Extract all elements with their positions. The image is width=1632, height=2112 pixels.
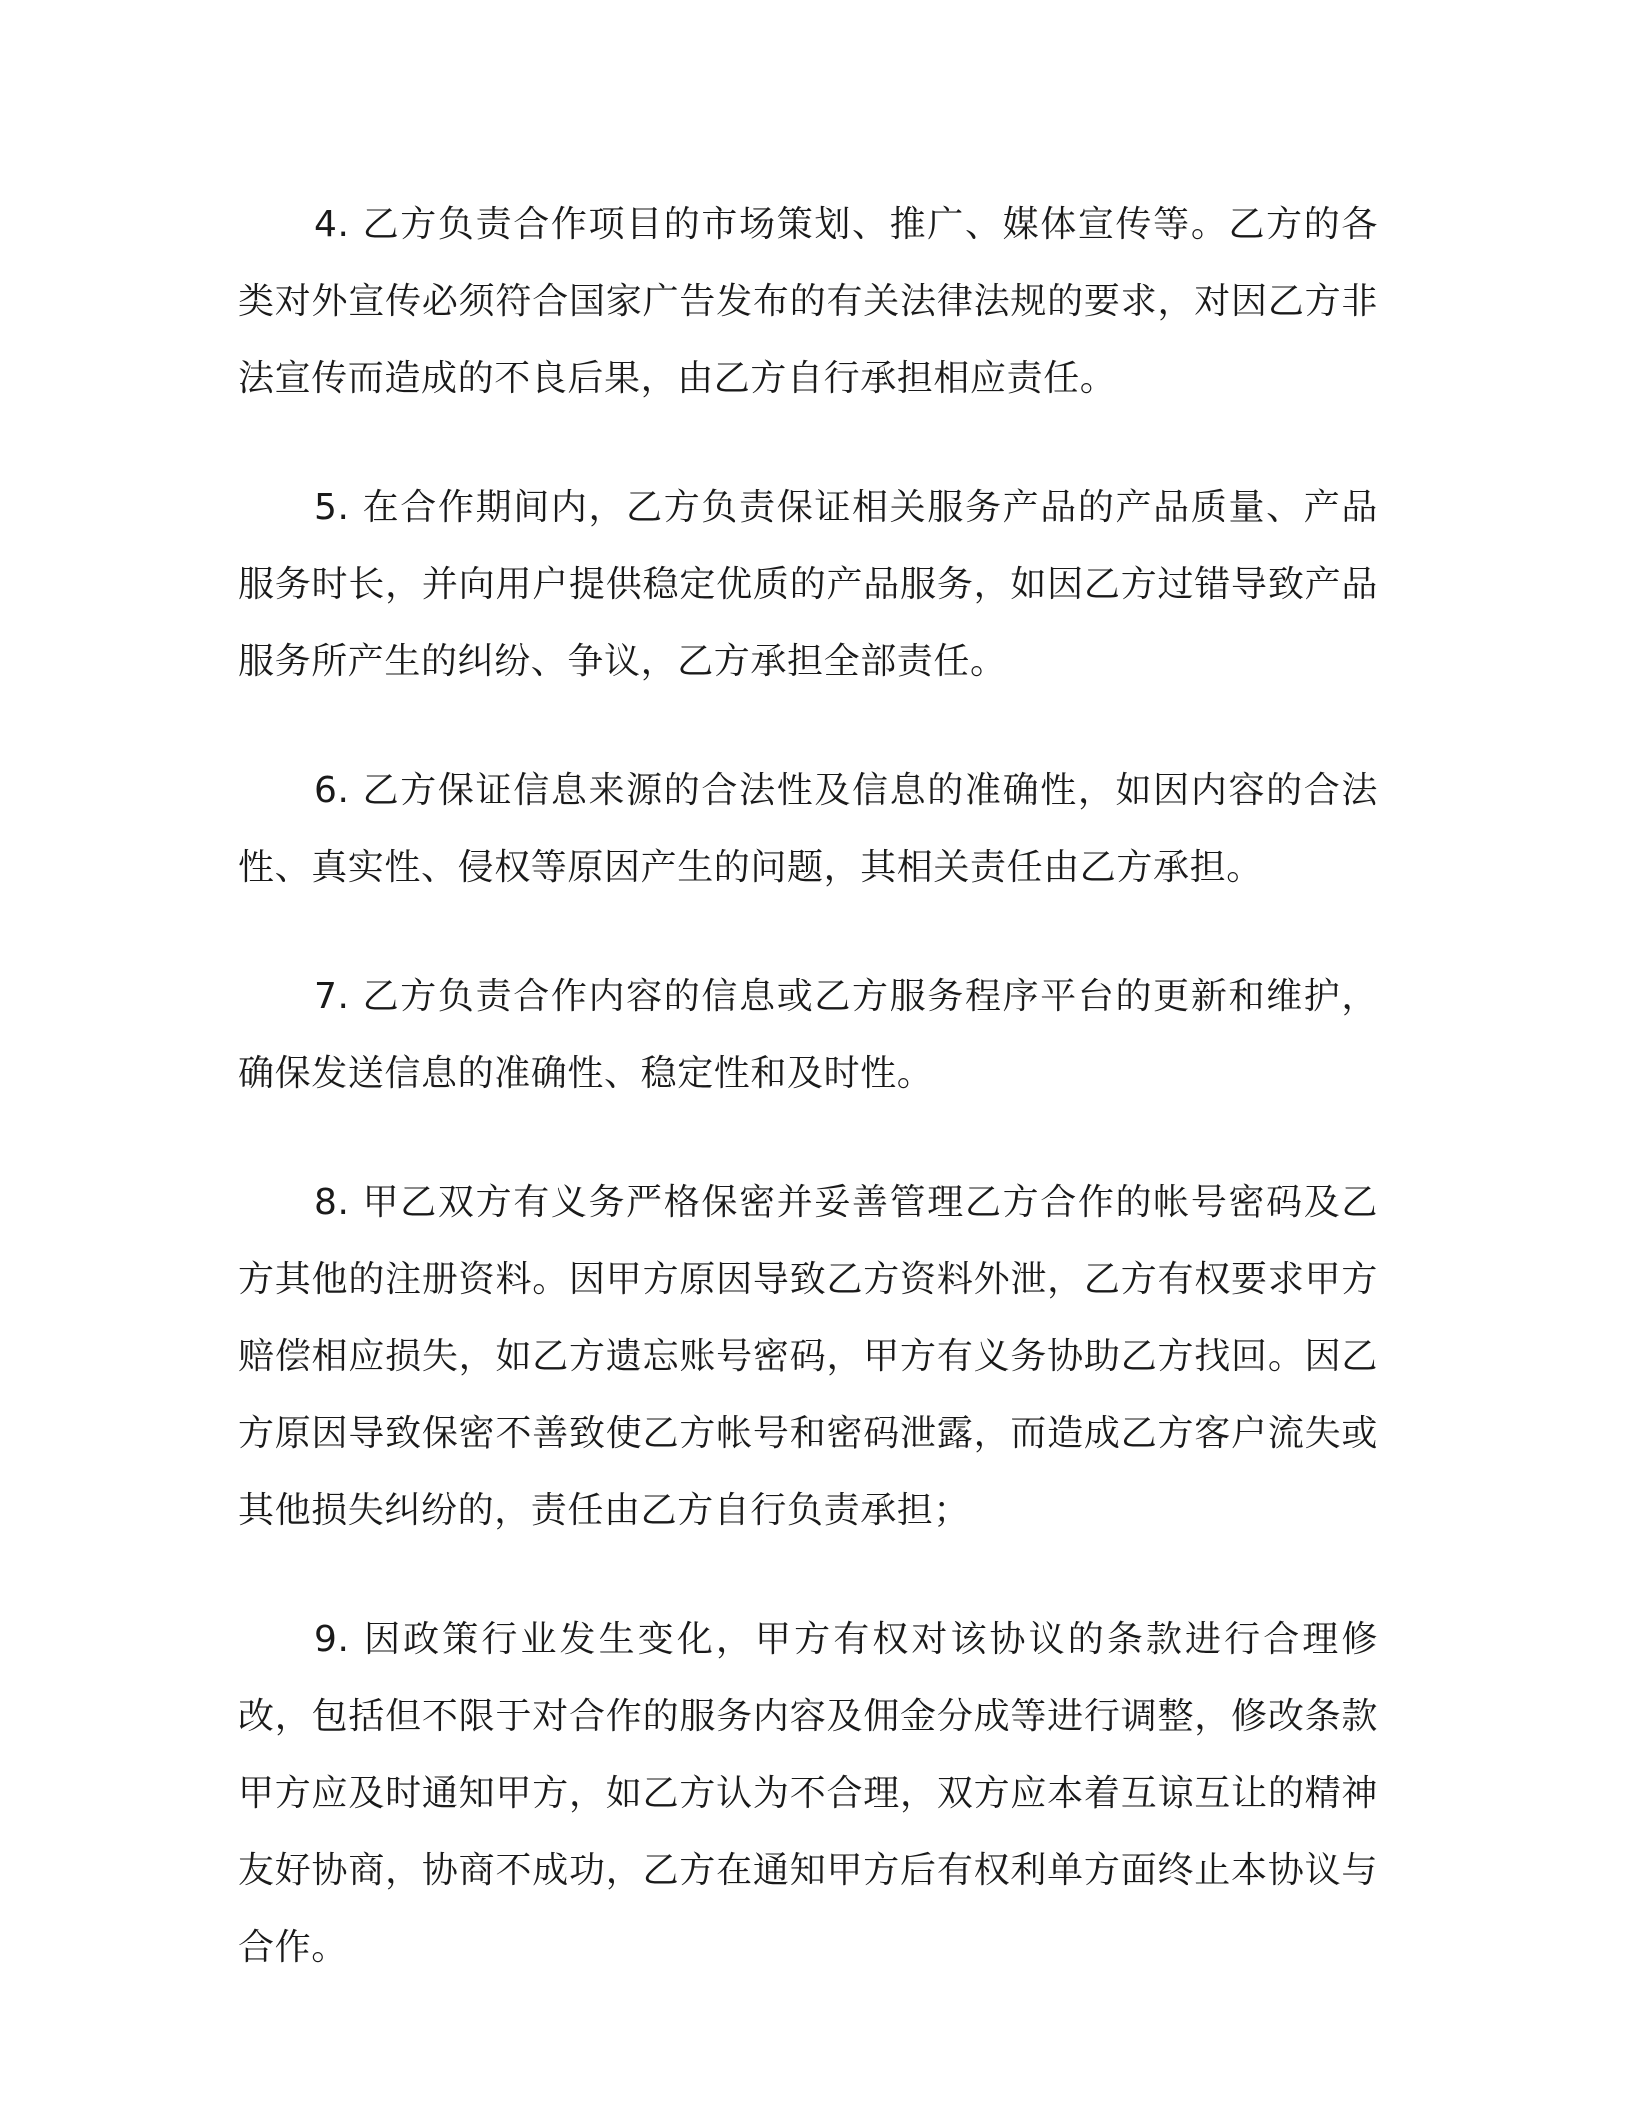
- clause-5: 5. 在合作期间内，乙方负责保证相关服务产品的产品质量、产品服务时长，并向用户提供稳定优质的产品服务，如因乙方过错导致产品服务所产生的纠纷、争议，乙方承担全部责任。: [238, 487, 1378, 682]
- clause-9: 9. 因政策行业发生变化，甲方有权对该协议的条款进行合理修改，包括但不限于对合作的服务内容及佣金分成等进行调整，修改条款甲方应及时通知甲方，如乙方认为不合理，双方应本着互谅互让的精神友好协商，协商不成功，乙方在通知甲方后有权利单方面终止本协议与合作。: [238, 1619, 1378, 1968]
- document-body: [238, 186, 1378, 2038]
- clause-7: 7. 乙方负责合作内容的信息或乙方服务程序平台的更新和维护，确保发送信息的准确性、稳定性和及时性。: [238, 976, 1378, 1094]
- clause-4: 4. 乙方负责合作项目的市场策划、推广、媒体宣传等。乙方的各类对外宣传必须符合国家广告发布的有关法律法规的要求，对因乙方非法宣传而造成的不良后果，由乙方自行承担相应责任。: [238, 204, 1378, 399]
- clause-8: 8. 甲乙双方有义务严格保密并妥善管理乙方合作的帐号密码及乙方其他的注册资料。因甲方原因导致乙方资料外泄，乙方有权要求甲方赔偿相应损失，如乙方遗忘账号密码，甲方有义务协助乙方找回。因乙方原因导致保密不善致使乙方帐号和密码泄露，而造成乙方客户流失或其他损失纠纷的，责任由乙方自行负责承担；: [238, 1182, 1378, 1531]
- clause-6: 6. 乙方保证信息来源的合法性及信息的准确性，如因内容的合法性、真实性、侵权等原因产生的问题，其相关责任由乙方承担。: [238, 770, 1378, 888]
